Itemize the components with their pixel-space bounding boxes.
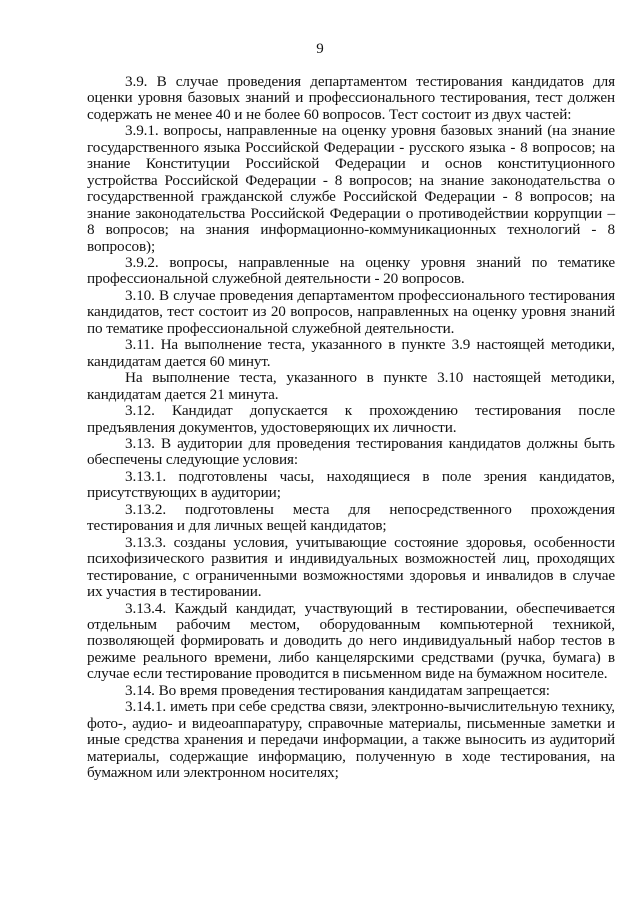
paragraph-3-9-1: 3.9.1. вопросы, направленные на оценку уровня базовых знаний (на знание государственного языка Российской Федерации - русского языка - 8 вопросов; на знание Конституции Российской Федерации и основ конституционного устройства Российской Федерации - 8 вопросов; на знание законодательства о государственной гражданской службе Российской Федерации - 8 вопросов; на знание законодательства Российской Федерации о противодействии коррупции – 8 вопросов; на знания информационно-коммуникационных технологий - 8 вопросов);	[87, 122, 615, 255]
paragraph-3-14: 3.14. Во время проведения тестирования кандидатам запрещается:	[125, 681, 550, 699]
paragraph-3-13-4: 3.13.4. Каждый кандидат, участвующий в тестировании, обеспечивается отдельным рабочим местом, оборудованным компьютерной техникой, позволяющей формировать и доводить до него индивидуальный набор тестов в режиме реального времени, либо канцелярскими средствами (ручка, бумага) в случае если тестирование проводится в письменном виде на бумажном носителе.	[87, 599, 615, 683]
paragraph-3-13-2: 3.13.2. подготовлены места для непосредственного прохождения тестирования и для личных вещей кандидатов;	[87, 500, 615, 535]
paragraph-3-9: 3.9. В случае проведения департаментом тестирования кандидатов для оценки уровня базовых знаний и профессионального тестирования, тест должен содержать не менее 40 и не более 60 вопросов. Тест состоит из двух частей:	[87, 73, 615, 123]
paragraph-3-14-1: 3.14.1. иметь при себе средства связи, электронно-вычислительную технику, фото-, аудио- и видеоаппаратуру, справочные материалы, письменные заметки и иные средства хранения и передачи информации, а также выносить из аудиторий материалы, содержащие информацию, полученную в ходе тестирования, на бумажном или электронном носителях;	[87, 698, 615, 782]
paragraph-3-10: 3.10. В случае проведения департаментом профессионального тестирования кандидатов, тест состоит из 20 вопросов, направленных на оценку уровня знаний по тематике профессиональной служебной деятельности.	[87, 286, 615, 337]
paragraph-3-13: 3.13. В аудитории для проведения тестирования кандидатов должны быть обеспечены следующие условия:	[87, 434, 615, 469]
paragraph-3-13-3: 3.13.3. созданы условия, учитывающие состояние здоровья, особенности психофизического развития и индивидуальных возможностей лиц, проходящих тестирование, с ограниченными возможностями здоровья и инвалидов в случае их участия в тестировании.	[87, 533, 615, 601]
paragraph-3-13-1: 3.13.1. подготовлены часы, находящиеся в поле зрения кандидатов, присутствующих в аудитории;	[87, 467, 615, 502]
document-body	[87, 74, 615, 781]
paragraph-3-11: 3.11. На выполнение теста, указанного в пункте 3.9 настоящей методики, кандидатам дается 60 минут.	[87, 336, 615, 370]
paragraph-3-11-continued: На выполнение теста, указанного в пункте 3.10 настоящей методики, кандидатам дается 21 минута.	[87, 369, 615, 403]
paragraph-3-12: 3.12. Кандидат допускается к прохождению тестирования после предъявления документов, удостоверяющих их личности.	[87, 402, 615, 436]
page-number: 9	[316, 41, 324, 57]
paragraph-3-9-2: 3.9.2. вопросы, направленные на оценку уровня знаний по тематике профессиональной служебной деятельности - 20 вопросов.	[87, 253, 615, 288]
